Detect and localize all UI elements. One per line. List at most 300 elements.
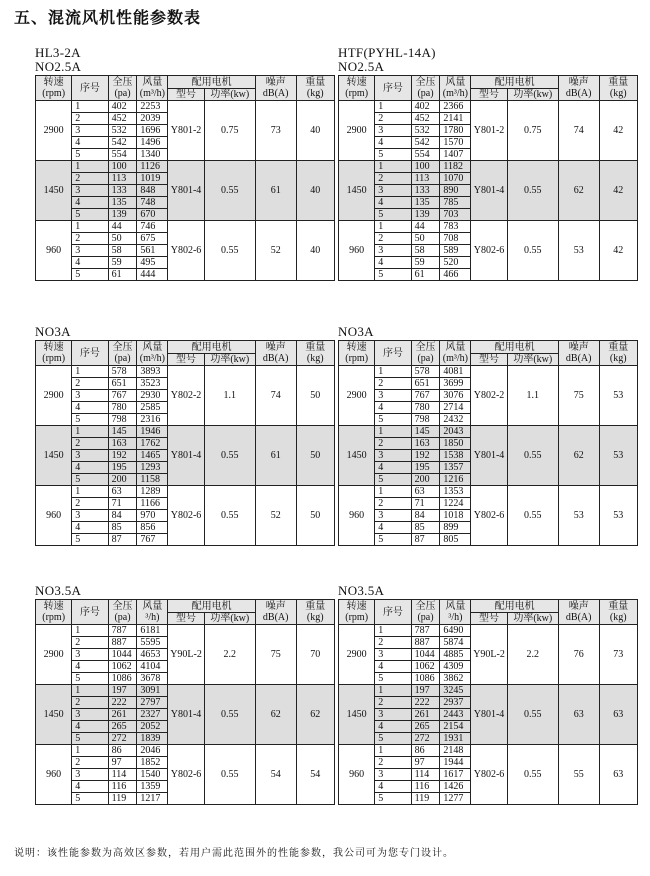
pressure-value: 197 [411, 685, 440, 697]
pressure-value: 61 [108, 269, 137, 281]
flow-value: 4081 [440, 366, 471, 378]
motor-power-value: 0.55 [204, 745, 255, 805]
pressure-value: 1086 [108, 673, 137, 685]
pressure-value: 542 [411, 137, 440, 149]
spec-table [338, 340, 638, 546]
flow-value: 1019 [137, 173, 168, 185]
flow-value: 1946 [137, 426, 168, 438]
flow-value: 805 [440, 534, 471, 546]
pressure-value: 87 [411, 534, 440, 546]
seq-value: 1 [375, 685, 411, 697]
header-noise-unit: dB(A) [262, 612, 289, 623]
spec-block-6 [338, 584, 638, 805]
header-pressure-label: 全压 [415, 601, 436, 612]
flow-value: 1852 [137, 757, 168, 769]
pressure-value: 44 [411, 221, 440, 233]
header-seq: 序号 [375, 76, 411, 101]
noise-value: 74 [255, 366, 296, 426]
speed-group [36, 101, 335, 161]
header-motor: 配用电机 [168, 341, 256, 354]
flow-value: 1538 [440, 450, 471, 462]
series-name: HL3-2A [35, 45, 81, 60]
seq-value: 1 [375, 745, 411, 757]
weight-value: 54 [296, 745, 335, 805]
header-pressure-unit: (pa) [417, 353, 434, 364]
noise-value: 53 [558, 486, 599, 546]
seq-value: 2 [72, 378, 108, 390]
header-speed-unit: (rpm) [345, 353, 369, 364]
header-speed-label: 转速 [43, 601, 64, 612]
seq-value: 4 [72, 661, 108, 673]
flow-value: 2937 [440, 697, 471, 709]
speed-group [339, 486, 638, 546]
noise-value: 62 [558, 426, 599, 486]
seq-value: 3 [72, 510, 108, 522]
speed-value: 1450 [36, 685, 72, 745]
seq-value: 2 [375, 757, 411, 769]
header-motor: 配用电机 [168, 600, 256, 613]
flow-value: 1570 [440, 137, 471, 149]
header-pressure [411, 600, 440, 625]
pressure-value: 887 [411, 637, 440, 649]
header-flow [440, 341, 471, 366]
motor-power-value: 0.55 [507, 486, 558, 546]
header-pressure-unit: (pa) [417, 612, 434, 623]
seq-value: 3 [72, 649, 108, 661]
pressure-value: 222 [108, 697, 137, 709]
seq-value: 2 [72, 697, 108, 709]
table-row [36, 366, 335, 378]
model-number: NO3A [35, 324, 71, 339]
header-flow-unit: (m³/h) [442, 353, 468, 364]
flow-value: 970 [137, 510, 168, 522]
seq-value: 4 [72, 402, 108, 414]
pressure-value: 59 [108, 257, 137, 269]
header-pressure-unit: (pa) [114, 612, 131, 623]
speed-value: 2900 [339, 101, 375, 161]
flow-value: 856 [137, 522, 168, 534]
pressure-value: 100 [108, 161, 137, 173]
pressure-value: 97 [411, 757, 440, 769]
seq-value: 4 [72, 197, 108, 209]
flow-value: 1780 [440, 125, 471, 137]
pressure-value: 402 [411, 101, 440, 113]
flow-value: 2930 [137, 390, 168, 402]
speed-group [339, 685, 638, 745]
pressure-value: 200 [108, 474, 137, 486]
flow-value: 1018 [440, 510, 471, 522]
pressure-value: 200 [411, 474, 440, 486]
seq-value: 3 [72, 769, 108, 781]
motor-power-value: 0.55 [204, 221, 255, 281]
header-noise-label: 噪声 [568, 601, 589, 612]
flow-value: 1217 [137, 793, 168, 805]
motor-model-value: Y801-2 [471, 101, 507, 161]
header-flow-unit: (m³/h) [139, 88, 165, 99]
seq-value: 4 [72, 781, 108, 793]
pressure-value: 780 [411, 402, 440, 414]
seq-value: 2 [375, 637, 411, 649]
header-noise [255, 600, 296, 625]
pressure-value: 145 [108, 426, 137, 438]
flow-value: 3076 [440, 390, 471, 402]
seq-value: 1 [375, 221, 411, 233]
pressure-value: 58 [108, 245, 137, 257]
header-motor: 配用电机 [471, 76, 559, 89]
table-row [339, 625, 638, 637]
seq-value: 5 [72, 673, 108, 685]
seq-value: 1 [72, 625, 108, 637]
header-flow [137, 341, 168, 366]
header-noise-unit: dB(A) [262, 353, 289, 364]
flow-value: 1216 [440, 474, 471, 486]
noise-value: 75 [255, 625, 296, 685]
model-number: NO3.5A [338, 583, 385, 598]
pressure-value: 50 [411, 233, 440, 245]
speed-group [339, 625, 638, 685]
seq-value: 5 [72, 209, 108, 221]
seq-value: 1 [375, 426, 411, 438]
table-row [36, 625, 335, 637]
motor-model-value: Y801-4 [471, 426, 507, 486]
pressure-value: 192 [108, 450, 137, 462]
pressure-value: 133 [411, 185, 440, 197]
header-speed [339, 341, 375, 366]
motor-model-value: Y801-4 [168, 426, 204, 486]
seq-value: 5 [375, 793, 411, 805]
flow-value: 1762 [137, 438, 168, 450]
speed-value: 1450 [36, 161, 72, 221]
page-title: 五、混流风机性能参数表 [14, 8, 202, 27]
header-noise-label: 噪声 [568, 342, 589, 353]
flow-value: 3862 [440, 673, 471, 685]
table-row [36, 745, 335, 757]
flow-value: 5595 [137, 637, 168, 649]
pressure-value: 532 [411, 125, 440, 137]
header-pressure [108, 76, 137, 101]
header-speed [36, 76, 72, 101]
seq-value: 3 [72, 450, 108, 462]
motor-model-value: Y802-6 [168, 745, 204, 805]
pressure-value: 116 [108, 781, 137, 793]
weight-value: 42 [599, 161, 638, 221]
flow-value: 2432 [440, 414, 471, 426]
seq-value: 4 [375, 137, 411, 149]
flow-value: 466 [440, 269, 471, 281]
header-pressure-unit: (pa) [417, 88, 434, 99]
flow-value: 1426 [440, 781, 471, 793]
flow-value: 1158 [137, 474, 168, 486]
seq-value: 3 [72, 245, 108, 257]
pressure-value: 86 [411, 745, 440, 757]
noise-value: 61 [255, 426, 296, 486]
speed-group [36, 426, 335, 486]
flow-value: 767 [137, 534, 168, 546]
flow-value: 1340 [137, 149, 168, 161]
pressure-value: 163 [108, 438, 137, 450]
header-speed-unit: (rpm) [42, 353, 66, 364]
seq-value: 1 [375, 625, 411, 637]
speed-group [339, 221, 638, 281]
seq-value: 5 [375, 733, 411, 745]
motor-model-value: Y801-2 [168, 101, 204, 161]
noise-value: 75 [558, 366, 599, 426]
table-row [339, 221, 638, 233]
seq-value: 1 [72, 101, 108, 113]
speed-group [36, 366, 335, 426]
speed-group [36, 685, 335, 745]
header-noise-label: 噪声 [265, 77, 286, 88]
flow-value: 4104 [137, 661, 168, 673]
flow-value: 670 [137, 209, 168, 221]
flow-value: 1224 [440, 498, 471, 510]
header-power: 功率(kw) [204, 354, 255, 366]
motor-power-value: 0.55 [507, 161, 558, 221]
noise-value: 62 [255, 685, 296, 745]
pressure-value: 84 [411, 510, 440, 522]
noise-value: 73 [255, 101, 296, 161]
table-row [36, 101, 335, 113]
header-flow-label: 风量 [142, 77, 163, 88]
flow-value: 1126 [137, 161, 168, 173]
header-seq: 序号 [72, 76, 108, 101]
motor-model-value: Y802-6 [168, 486, 204, 546]
speed-group [36, 745, 335, 805]
weight-value: 50 [296, 426, 335, 486]
flow-value: 2327 [137, 709, 168, 721]
flow-value: 2316 [137, 414, 168, 426]
pressure-value: 578 [108, 366, 137, 378]
pressure-value: 767 [108, 390, 137, 402]
header-model: 型号 [168, 354, 204, 366]
speed-group [339, 366, 638, 426]
flow-value: 6181 [137, 625, 168, 637]
speed-value: 960 [339, 486, 375, 546]
seq-value: 2 [72, 113, 108, 125]
seq-value: 4 [72, 721, 108, 733]
header-noise-unit: dB(A) [262, 88, 289, 99]
header-flow-unit: (m³/h) [442, 88, 468, 99]
spec-table [338, 75, 638, 281]
pressure-value: 71 [411, 498, 440, 510]
weight-value: 40 [296, 161, 335, 221]
pressure-value: 86 [108, 745, 137, 757]
header-flow [137, 76, 168, 101]
speed-group [36, 221, 335, 281]
seq-value: 3 [72, 709, 108, 721]
motor-power-value: 0.55 [204, 426, 255, 486]
weight-value: 53 [599, 426, 638, 486]
table-row [339, 366, 638, 378]
flow-value: 2714 [440, 402, 471, 414]
table-row [339, 426, 638, 438]
speed-value: 960 [36, 221, 72, 281]
header-flow [137, 600, 168, 625]
spec-block-2 [338, 46, 638, 281]
header-flow [440, 76, 471, 101]
pressure-value: 554 [411, 149, 440, 161]
flow-value: 1182 [440, 161, 471, 173]
seq-value: 2 [375, 113, 411, 125]
weight-value: 53 [599, 366, 638, 426]
header-speed [36, 600, 72, 625]
flow-value: 520 [440, 257, 471, 269]
header-power: 功率(kw) [204, 89, 255, 101]
noise-value: 53 [558, 221, 599, 281]
flow-value: 2039 [137, 113, 168, 125]
flow-value: 1931 [440, 733, 471, 745]
flow-value: 890 [440, 185, 471, 197]
noise-value: 52 [255, 486, 296, 546]
table-row [36, 426, 335, 438]
seq-value: 5 [72, 414, 108, 426]
header-model: 型号 [168, 613, 204, 625]
speed-value: 2900 [36, 625, 72, 685]
header-weight-unit: (kg) [306, 353, 324, 364]
pressure-value: 798 [411, 414, 440, 426]
pressure-value: 119 [411, 793, 440, 805]
header-seq: 序号 [72, 600, 108, 625]
header-weight-unit: (kg) [306, 612, 324, 623]
seq-value: 1 [72, 685, 108, 697]
flow-value: 2148 [440, 745, 471, 757]
seq-value: 5 [72, 534, 108, 546]
header-pressure-label: 全压 [112, 601, 133, 612]
weight-value: 42 [599, 101, 638, 161]
motor-power-value: 0.55 [507, 685, 558, 745]
spec-block-1 [35, 46, 335, 281]
pressure-value: 195 [411, 462, 440, 474]
seq-value: 2 [72, 173, 108, 185]
header-speed-unit: (rpm) [345, 612, 369, 623]
seq-value: 2 [72, 438, 108, 450]
weight-value: 63 [599, 745, 638, 805]
motor-power-value: 0.75 [507, 101, 558, 161]
seq-value: 5 [375, 673, 411, 685]
flow-value: 495 [137, 257, 168, 269]
header-flow-unit: ³/h) [448, 612, 463, 623]
speed-group [339, 745, 638, 805]
table-row [36, 685, 335, 697]
flow-value: 1070 [440, 173, 471, 185]
seq-value: 5 [72, 733, 108, 745]
header-noise [558, 341, 599, 366]
seq-value: 2 [375, 498, 411, 510]
weight-value: 42 [599, 221, 638, 281]
table-row [36, 221, 335, 233]
motor-power-value: 2.2 [507, 625, 558, 685]
weight-value: 40 [296, 221, 335, 281]
header-speed-unit: (rpm) [345, 88, 369, 99]
speed-group [36, 486, 335, 546]
seq-value: 1 [375, 366, 411, 378]
header-weight [599, 341, 638, 366]
weight-value: 40 [296, 101, 335, 161]
seq-value: 2 [72, 233, 108, 245]
flow-value: 703 [440, 209, 471, 221]
flow-value: 2253 [137, 101, 168, 113]
footnote: 说明：该性能参数为高效区参数，若用户需此范围外的性能参数，我公司可为您专门设计。 [14, 848, 454, 859]
header-weight-label: 重量 [608, 77, 629, 88]
header-power: 功率(kw) [204, 613, 255, 625]
seq-value: 4 [375, 522, 411, 534]
seq-value: 1 [72, 366, 108, 378]
pressure-value: 1044 [411, 649, 440, 661]
flow-value: 1293 [137, 462, 168, 474]
seq-value: 1 [72, 161, 108, 173]
speed-value: 960 [339, 221, 375, 281]
seq-value: 3 [72, 185, 108, 197]
flow-value: 1166 [137, 498, 168, 510]
motor-power-value: 0.75 [204, 101, 255, 161]
pressure-value: 85 [108, 522, 137, 534]
seq-value: 2 [375, 173, 411, 185]
motor-model-value: Y801-4 [168, 161, 204, 221]
spec-block-3 [35, 325, 335, 546]
speed-value: 2900 [36, 366, 72, 426]
seq-value: 3 [72, 125, 108, 137]
flow-value: 589 [440, 245, 471, 257]
pressure-value: 163 [411, 438, 440, 450]
speed-value: 960 [36, 745, 72, 805]
header-motor: 配用电机 [168, 76, 256, 89]
pressure-value: 452 [411, 113, 440, 125]
pressure-value: 222 [411, 697, 440, 709]
header-speed-label: 转速 [43, 77, 64, 88]
pressure-value: 197 [108, 685, 137, 697]
pressure-value: 135 [108, 197, 137, 209]
seq-value: 3 [375, 125, 411, 137]
header-pressure-unit: (pa) [114, 353, 131, 364]
spec-table [35, 599, 335, 805]
weight-value: 53 [599, 486, 638, 546]
flow-value: 785 [440, 197, 471, 209]
header-speed-label: 转速 [346, 342, 367, 353]
header-pressure [108, 600, 137, 625]
header-model: 型号 [471, 89, 507, 101]
motor-model-value: Y801-4 [471, 161, 507, 221]
header-flow-label: 风量 [445, 601, 466, 612]
flow-value: 2043 [440, 426, 471, 438]
seq-value: 4 [72, 137, 108, 149]
header-weight-label: 重量 [305, 342, 326, 353]
flow-value: 1359 [137, 781, 168, 793]
header-flow [440, 600, 471, 625]
motor-model-value: Y90L-2 [471, 625, 507, 685]
header-noise-unit: dB(A) [565, 612, 592, 623]
flow-value: 2141 [440, 113, 471, 125]
seq-value: 2 [375, 233, 411, 245]
header-flow-label: 风量 [445, 342, 466, 353]
table-row [339, 685, 638, 697]
header-power: 功率(kw) [507, 613, 558, 625]
seq-value: 4 [375, 462, 411, 474]
header-noise-label: 噪声 [265, 601, 286, 612]
pressure-value: 58 [411, 245, 440, 257]
seq-value: 3 [375, 649, 411, 661]
header-noise-unit: dB(A) [565, 88, 592, 99]
header-flow-label: 风量 [445, 77, 466, 88]
header-weight-label: 重量 [608, 342, 629, 353]
seq-value: 5 [375, 414, 411, 426]
header-flow-label: 风量 [142, 342, 163, 353]
header-speed [339, 76, 375, 101]
pressure-value: 532 [108, 125, 137, 137]
seq-value: 2 [375, 438, 411, 450]
table-row [339, 486, 638, 498]
motor-power-value: 1.1 [507, 366, 558, 426]
header-weight-label: 重量 [305, 77, 326, 88]
